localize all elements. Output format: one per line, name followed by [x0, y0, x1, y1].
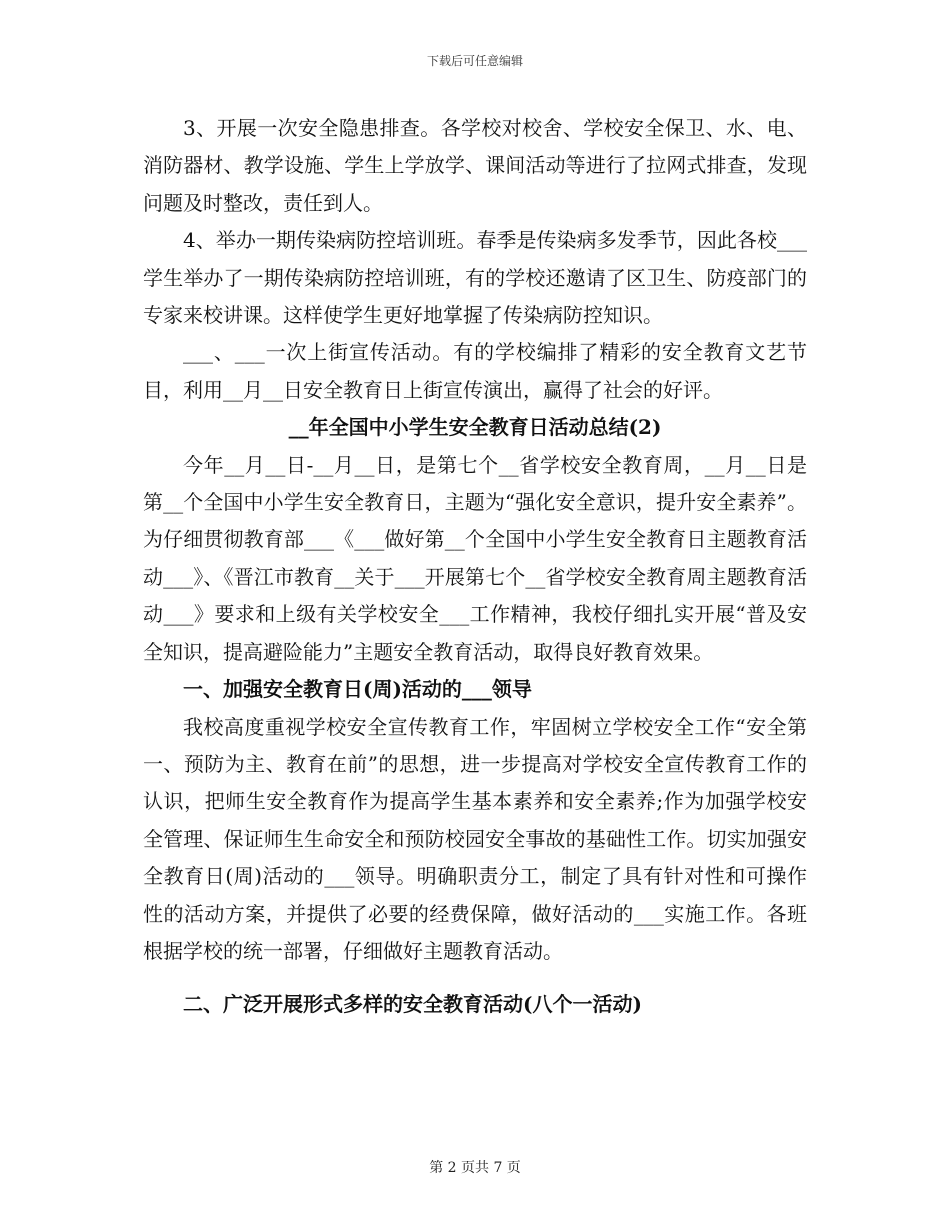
page-footer: 第 2 页共 7 页 [429, 1160, 521, 1176]
paragraph-street-campaign: ___、___一次上街宣传活动。有的学校编排了精彩的安全教育文艺节目，利用__月__日安全教育日上街宣传演出，赢得了社会的好评。 [143, 340, 807, 402]
document-body [143, 110, 807, 1024]
section-title: __年全国中小学生安全教育日活动总结(2) [288, 415, 662, 440]
heading-activities: 二、广泛开展形式多样的安全教育活动(八个一活动) [183, 992, 642, 1017]
paragraph-hazard-inspection: 3、开展一次安全隐患排查。各学校对校舍、学校安全保卫、水、电、消防器材、教学设施、学生上学放学、课间活动等进行了拉网式排查，发现问题及时整改，责任到人。 [143, 116, 807, 215]
paragraph-epidemic-training: 4、举办一期传染病防控培训班。春季是传染病多发季节，因此各校___学生举办了一期传染病防控培训班，有的学校还邀请了区卫生、防疫部门的专家来校讲课。这样使学生更好地掌握了传染病防控知识。 [143, 228, 807, 328]
heading-leadership: 一、加强安全教育日(周)活动的___领导 [183, 677, 532, 702]
page-header: 下载后可任意编辑 [426, 54, 523, 68]
paragraph-leadership: 我校高度重视学校安全宣传教育工作，牢固树立学校安全工作“安全第一、预防为主、教育在前”的思想，进一步提高对学校安全宣传教育工作的认识，把师生安全教育作为提高学生基本素养和安全素养;作为加强学校安全管理、保证师生生命安全和预防校园安全事故的基础性工作。切实加强安全教育日(周)活动的___领导。明确职责分工，制定了具有针对性和可操作性的活动方案，并提供了必要的经费保障，做好活动的___实施工作。各班根据学校的统一部署，仔细做好主题教育活动。 [143, 714, 807, 963]
paragraph-intro: 今年__月__日-__月__日，是第七个__省学校安全教育周，__月__日是第__个全国中小学生安全教育日，主题为“强化安全意识，提升安全素养”。为仔细贯彻教育部___《___做好第__个全国中小学生安全教育日主题教育活动___》、《晋江市教育__关于___开展第七个__省学校安全教育周主题教育活动___》要求和上级有关学校安全___工作精神，我校仔细扎实开展“普及安全知识，提高避险能力”主题安全教育活动，取得良好教育效果。 [143, 452, 807, 664]
